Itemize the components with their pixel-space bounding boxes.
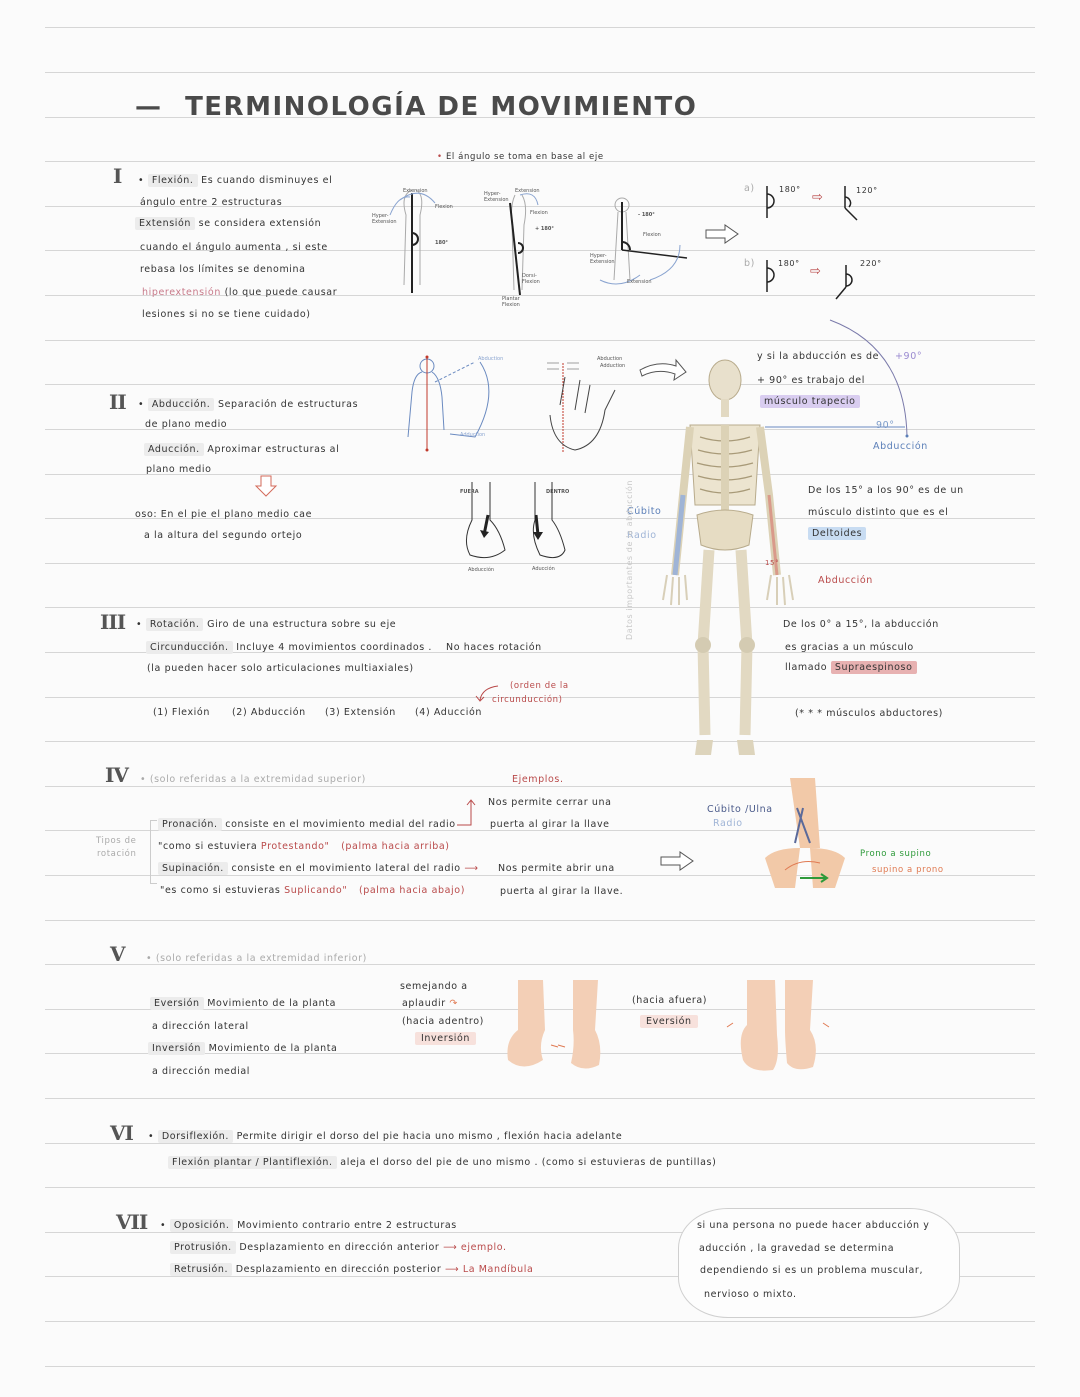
abd-angle-90: 90° <box>876 420 895 431</box>
abd-note-muscle2 <box>808 528 866 539</box>
inv-note-1: aplaudir ↷ <box>402 998 458 1009</box>
term-supinacion: Supinación. <box>158 862 228 875</box>
term-pronacion: Pronación. <box>158 818 222 831</box>
s3-step-1: (1) Flexión <box>153 707 210 718</box>
fig2-label-hyper: Hyper-Extension <box>484 191 509 203</box>
fig1-angle: 180° <box>435 240 448 246</box>
arm-label-cubito: Cúbito /Ulna <box>707 804 773 815</box>
s3-line-0: • Rotación. Giro de una estructura sobre su eje <box>136 619 397 630</box>
abd-angle-15: 15° <box>765 559 780 567</box>
s2-line-0: • Abducción. Separación de estructuras <box>138 399 359 410</box>
s2-line-1: de plano medio <box>145 419 228 430</box>
term-extension: Extensión <box>135 217 195 230</box>
s1-line-1: ángulo entre 2 estructuras <box>140 197 283 208</box>
angle-a-to: 120° <box>856 186 878 195</box>
section-numeral-6: VI <box>110 1121 133 1145</box>
s4-bracket <box>150 820 157 884</box>
term-rotacion: Rotación. <box>146 618 204 631</box>
s1-line-5: hiperextensión (lo que puede causar <box>142 287 338 298</box>
abd-note-line6: es gracias a un músculo <box>785 642 914 653</box>
supination-example-0: Nos permite abrir una <box>498 863 615 874</box>
fig2-angle: + 180° <box>535 226 554 232</box>
feet-label-aduccion: Aducción <box>532 566 555 572</box>
eversion-feet-figure <box>725 975 835 1075</box>
order-arrow-icon <box>470 684 500 704</box>
inv-badge: Inversión <box>415 1033 476 1044</box>
label-cubito: Cúbito <box>627 506 662 517</box>
plantar-line: Flexión plantar / Plantiflexión. aleja el dorso del pie de uno mismo . (como si estuvieras de puntillas) <box>168 1157 716 1168</box>
angle-b-label: b) <box>744 258 755 269</box>
fig3-angle: - 180° <box>638 212 655 218</box>
s5-subtitle: • (solo referidas a la extremidad inferior) <box>146 953 367 964</box>
arrow-icon: ⟶ <box>444 1264 460 1275</box>
flexion-figure-2 <box>490 185 580 305</box>
term-protrusion: Protrusión. <box>170 1241 236 1254</box>
term-abduccion: Abducción. <box>148 398 215 411</box>
term-plantiflexion: Flexión plantar / Plantiflexión. <box>168 1156 337 1169</box>
fig3-label-extension: Extension <box>627 279 652 285</box>
label-radio: Radio <box>627 530 657 541</box>
eversion-line: Eversión Movimiento de la planta <box>150 998 336 1009</box>
abd-note-line5: De los 0° a 15°, la abducción <box>783 619 939 630</box>
angle-a-from: 180° <box>779 185 801 194</box>
fig1-label-extension: Extension <box>403 188 428 194</box>
feet-label-dentro: DENTRO <box>546 489 570 495</box>
arm-label-radio: Radio <box>713 818 743 829</box>
arrow-b-icon: ⇨ <box>810 264 821 279</box>
supination-example-1: puerta al girar la llave. <box>500 886 624 897</box>
eversion-line-2: a dirección lateral <box>152 1021 249 1032</box>
body-fig-adduction: Adduction <box>460 432 486 438</box>
abd-note-line2: + 90° es trabajo del <box>757 375 865 386</box>
s3-line-2: (la pueden hacer solo articulaciones multiaxiales) <box>147 663 414 674</box>
angle-b-from: 180° <box>778 259 800 268</box>
term-dorsiflexion: Dorsiflexión. <box>158 1130 233 1143</box>
pronation-example-0: Nos permite cerrar una <box>488 797 612 808</box>
cloud-line-2: dependiendo si es un problema muscular, <box>700 1265 924 1276</box>
cloud-line-3: nervioso o mixto. <box>704 1289 797 1300</box>
s1-line-0: • Flexión. Es cuando disminuyes el <box>138 175 333 186</box>
s1-line-6: lesiones si no se tiene cuidado) <box>142 309 311 320</box>
abd-note-line1: y si la abducción es de <box>757 351 880 362</box>
dorsi-line: • Dorsiflexión. Permite dirigir el dorso del pie hacia uno mismo , flexión hacia adelante <box>148 1131 623 1142</box>
term-flexion: Flexión. <box>148 174 198 187</box>
section-numeral-5: V <box>110 942 125 966</box>
fig2-label-dorsi: Dorsi-Flexion <box>522 273 540 285</box>
s4-examples-label: Ejemplos. <box>512 774 564 785</box>
fig2-label-flexion: Flexion <box>530 210 548 216</box>
abd-note-line4: músculo distinto que es el <box>808 507 949 518</box>
supination-quote: "es como si estuvieras Suplicando" (palma hacia abajo) <box>160 885 466 896</box>
inv-note-0: semejando a <box>400 981 468 992</box>
supination-line: Supinación. consiste en el movimiento lateral del radio ⟶ <box>158 863 479 874</box>
muscle-deltoides: Deltoides <box>808 527 866 540</box>
arm-label-supino: supino a prono <box>872 865 944 875</box>
term-eversion: Eversión <box>150 997 204 1010</box>
arrow-right-icon-2 <box>660 851 694 871</box>
fig1-label-hyper: Hyper-Extension <box>372 213 397 225</box>
section-numeral-4: IV <box>105 763 128 787</box>
body-fig-abduction: Abduction <box>478 356 504 362</box>
s3-step-3: (3) Extensión <box>325 707 396 718</box>
section-numeral-3: III <box>100 610 126 634</box>
s3-step-4: (4) Aducción <box>415 707 482 718</box>
ev-badge: Eversión <box>640 1016 698 1027</box>
s2-note-1: a la altura del segundo ortejo <box>144 530 303 541</box>
s3-order-note-0: (orden de la <box>510 681 569 691</box>
arrow-down-icon <box>255 475 277 497</box>
inversion-line-2: a dirección medial <box>152 1066 251 1077</box>
retrusion-line: Retrusión. Desplazamiento en dirección posterior ⟶ La Mandíbula <box>170 1264 533 1275</box>
s4-side-label-1: rotación <box>97 849 137 859</box>
abd-angle-plus90: +90° <box>895 351 923 362</box>
inv-note-2: (hacia adentro) <box>402 1016 484 1027</box>
muscle-supraespinoso: Supraespinoso <box>831 661 917 674</box>
fig1-label-flexion: Flexion <box>435 204 453 210</box>
pronation-arrow-icon <box>455 797 479 827</box>
fig2-label-extension: Extension <box>515 188 540 194</box>
hand-abduction-figure <box>545 355 625 455</box>
section-numeral-1: I <box>113 164 122 188</box>
cloud-line-0: si una persona no puede hacer abducción y <box>697 1220 930 1231</box>
page-title <box>135 92 697 122</box>
s3-order-note-1: circunducción) <box>492 695 563 705</box>
feet-label-fuera: FUERA <box>460 489 479 495</box>
abd-note-muscle1 <box>760 396 860 407</box>
inversion-line: Inversión Movimiento de la planta <box>148 1043 337 1054</box>
arrow-right-icon <box>705 224 739 244</box>
muscle-trapecio: músculo trapecio <box>760 395 860 408</box>
abd-label-red: Abducción <box>818 575 873 586</box>
ev-note: (hacia afuera) <box>632 995 708 1006</box>
s2-line-2: Aducción. Aproximar estructuras al <box>144 444 339 455</box>
s1-line-2: Extensión se considera extensión <box>135 218 321 229</box>
s1-line-4: rebasa los límites se denomina <box>140 264 306 275</box>
section-numeral-2: II <box>109 390 126 414</box>
term-inversion: Inversión <box>148 1042 205 1055</box>
cloud-line-1: aducción , la gravedad se determina <box>699 1243 895 1254</box>
fig3-label-flexion: Flexion <box>643 232 661 238</box>
section-numeral-7: VII <box>116 1210 148 1234</box>
inversion-feet-figure <box>503 975 613 1075</box>
arrow-icon: ⟶ <box>464 863 479 874</box>
fig2-label-plantar: Plantar Flexion <box>502 296 520 308</box>
abd-label-blue: Abducción <box>873 441 928 452</box>
s4-subtitle: • (solo referidas a la extremidad superior) <box>140 774 366 785</box>
pronation-quote: "como si estuviera Protestando" (palma hacia arriba) <box>158 841 450 852</box>
s3-step-2: (2) Abducción <box>232 707 306 718</box>
arrow-a-icon: ⇨ <box>812 190 823 205</box>
s3-line-1: Circunducción. Incluye 4 movimientos coordinados . No haces rotación <box>146 642 542 653</box>
pronation-line: Pronación. consiste en el movimiento medial del radio <box>158 819 456 830</box>
abd-note-line3: De los 15° a los 90° es de un <box>808 485 964 496</box>
abd-note-line7: llamado Supraespinoso <box>785 662 917 673</box>
title-dash: — <box>135 92 163 122</box>
curved-arrow-small-icon: ↷ <box>449 998 458 1009</box>
s1-line-3: cuando el ángulo aumenta , si este <box>140 242 328 253</box>
abd-note-line8: (* * * músculos abductores) <box>795 708 943 719</box>
hand-fig-adduction: Adduction <box>600 363 626 369</box>
arrow-icon: ⟶ <box>443 1242 458 1253</box>
term-circunduccion: Circunducción. <box>146 641 233 654</box>
hand-fig-abduction: Abduction <box>597 356 623 362</box>
angle-b-to-icon <box>836 265 856 301</box>
skeleton-vertical-text: Datos importantes de la abducción <box>625 479 634 640</box>
feet-label-abduccion: Abducción <box>468 567 495 573</box>
forearm-figure <box>755 778 855 908</box>
fig3-label-hyper: Hyper-Extension <box>590 253 615 265</box>
term-aduccion: Aducción. <box>144 443 204 456</box>
oposicion-line: • Oposición. Movimiento contrario entre 2 estructuras <box>160 1220 457 1231</box>
arm-label-prono: Prono a supino <box>860 849 932 859</box>
term-hiperextension: hiperextensión <box>142 287 221 298</box>
bullet-icon: • <box>437 152 443 162</box>
term-retrusion: Retrusión. <box>170 1263 232 1276</box>
s2-note-0: oso: En el pie el plano medio cae <box>135 509 313 520</box>
title-text: TERMINOLOGÍA DE MOVIMIENTO <box>185 92 698 122</box>
axis-note: • El ángulo se toma en base al eje <box>437 152 604 162</box>
term-oposicion: Oposición. <box>170 1219 234 1232</box>
angle-b-to: 220° <box>860 259 882 268</box>
protrusion-line: Protrusión. Desplazamiento en dirección anterior ⟶ ejemplo. <box>170 1242 507 1253</box>
s2-line-3: plano medio <box>146 464 212 475</box>
pronation-example-1: puerta al girar la llave <box>490 819 610 830</box>
angle-a-label: a) <box>744 183 755 194</box>
s4-side-label-0: Tipos de <box>96 836 137 846</box>
